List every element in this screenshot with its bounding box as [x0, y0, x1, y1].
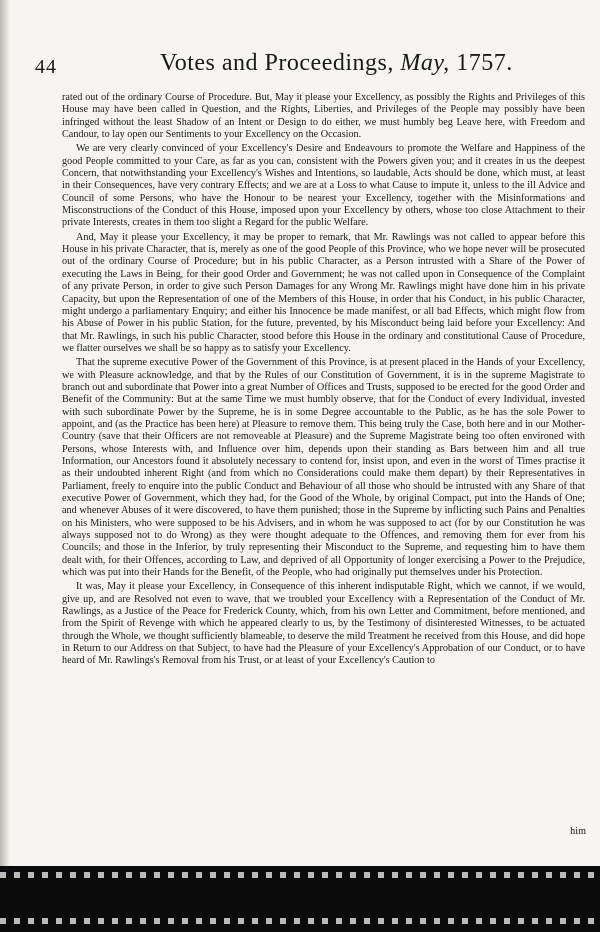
- paragraph-2: We are very clearly convinced of your Excellency's Desire and Endeavours to promote the Welfare and Happiness of the good People committed to your Care, as far as you can, consistent with the Powers given you; and it creates in us the deepest Concern, that notwithstanding your Excellency's Wishes and Intentions, so laudable, Acts should be done, which must, at least in their Consequences, have very contrary Effects; and we are at a Loss to what Cause to impute it, unless to the ill Advice and Council of some Persons, who have the Honour to be nearest your Excellency, together with the Misinformations and Misconstructions of the Conduct of this House, imposed upon your Excellency by others, whose too close Attachment to their private Interests, creates in them too slight a Regard for the public Welfare.: [62, 143, 585, 229]
- running-title: [160, 50, 520, 77]
- film-edge: [0, 866, 600, 932]
- running-header: [0, 50, 600, 84]
- paragraph-1: rated out of the ordinary Course of Procedure. But, May it please your Excellency, as possibly the Rights and Privileges of this House may have been called in Question, and the Rights, Liberties, and Privileges of the People may possibly have been infringed without the least Shadow of an Intent or Design to do either, we must humbly beg Leave here, with Freedom and Candour, to lay open our Sentiments to your Excellency on the Occasion.: [62, 92, 585, 141]
- film-perforation-bottom: [0, 918, 600, 924]
- title-month: May,: [400, 50, 450, 76]
- gutter-shadow: [0, 0, 10, 866]
- page-number: 44: [35, 56, 57, 78]
- catchword: him: [570, 826, 586, 837]
- film-perforation-top: [0, 872, 600, 878]
- paragraph-5: It was, May it please your Excellency, in Consequence of this inherent indisputable Right, which we cannot, if we would, give up, and are Resolved not even to wave, that we troubled your Excellency with a Representation of the Conduct of Mr. Rawlings, as a Justice of the Peace for Frederick County, which, from his own Letter and Commitment, before mentioned, and from the Spirit of Revenge with which he appeared clearly to us, by the Testimony of disinterested Witnesses, to be actuated through the Whole, we thought sufficiently blameable, to deserve the mild Treatment he received from this House, and did hope in Return to our Address on that Subject, to have had the Pleasure of your Excellency's Approbation of our Conduct, or to have heard of Mr. Rawlings's Removal from his Trust, or at least of your Excellency's Caution to: [62, 581, 585, 667]
- document-body: [62, 92, 585, 670]
- title-year: 1757.: [456, 50, 513, 76]
- title-text: Votes and Proceedings,: [160, 50, 394, 76]
- paragraph-3: And, May it please your Excellency, it may be proper to remark, that Mr. Rawlings was not called to appear before this House in his private Character, that is, merely as one of the good People of this Province, who we hope never will be prosecuted out of the ordinary Course of Procedure; but in his public Character, as a Person intrusted with a Share of the Power of executing the Laws in Being, for their good Order and Government; he was not called upon in Consequence of the Complaint of any private Person, in order to give such Person Damages for any Wrong Mr. Rawlings might have done him in his private Capacity, but upon the Representation of one of the Members of this House, in order that his Conduct, in his public Character, might undergo a parliamentary Enquiry; and either his Innocence be made manifest, or all bad Effects, which might flow from his Abuse of Power in his public Station, for the future, prevented, by his Misconduct being laid before your Excellency: And that Mr. Rawlings, in such his public Character, stood before this House in the ordinary and constitutional Cause of Procedure, we flatter ourselves we shall be so happy as to satisfy your Excellency.: [62, 231, 585, 354]
- paragraph-4: That the supreme executive Power of the Government of this Province, is at present placed in the Hands of your Excellency, we with Pleasure acknowledge, and that by the Rules of our Constitution of Government, it is in the supreme Magistrate to branch out and subordinate that Power into a great Number of Offices and Trusts, supposed to be erected for the good Order and Benefit of the Community: But at the same Time we must humbly observe, that for the Conduct of every Individual, invested with such subordinate Power by the Supreme, he is in some Degree accountable to the Public, as he has the sole Power to appoint, and (as the Practice has been here) at Pleasure to remove them. This being truly the Case, both here and in our Mother-Country (save that their Officers are not removeable at Pleasure) and the Supreme Magistrate being too often environed with Persons, whose Interests with, and Influence over him, depends upon their standing as Bars between him and all true Information, our Ancestors found it absolutely necessary to contend for, insist upon, and even in the worst of Times practise it as their undoubted inherent Right (and from which no Considerations could make them depart) by their Representatives in Parliament, freely to enquire into the public Conduct and Behaviour of all those who should be intrusted with any Share of that executive Power of Government, which they had, for the Good of the Whole, by original Compact, put into the Hands of One; and whenever Abuses of it were discovered, to have them punished; those in the Supreme by inflicting such Pains and Penalties on his Ministers, who were supposed to be his Advisers, and in whom he was supposed to act (for by our Constitution he was always supposed not to do Wrong) as they were thought adequate to the Offences, and removing them for ever from his Councils; and those in the Inferior, by truly representing their Misconduct to the Supreme, and requesting him to have them dealt with, for their Offences, according to Law, and deprived of all Opportunity of longer exercising a Power to the Prejudice, which was put into their Hands for the Benefit, of the People, who had originally put themselves under his Protection.: [62, 357, 585, 579]
